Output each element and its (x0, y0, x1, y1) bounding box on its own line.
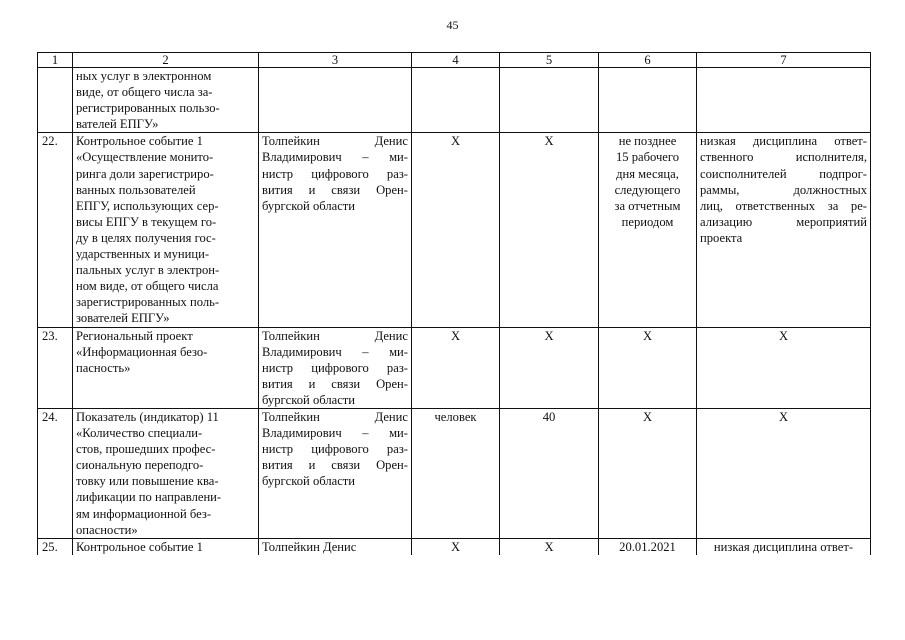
deadline-cell (599, 133, 697, 327)
risk-cell (697, 68, 871, 133)
item-name-cell (73, 133, 259, 327)
responsible-line: Толпейкин Денис (262, 409, 408, 424)
table-row (38, 68, 871, 133)
responsible-cell (259, 133, 412, 327)
item-name-line: сиональную переподго- (76, 458, 204, 473)
risk-line: соисполнителей подпрог- (700, 166, 867, 181)
row-number-cell (38, 133, 73, 327)
responsible-line: нистр цифрового раз- (262, 442, 408, 457)
item-name-line: стов, прошедших профес- (76, 442, 216, 457)
column-number: 5 (500, 53, 599, 68)
risk-cell (697, 133, 871, 327)
document-table (37, 52, 871, 555)
item-name-line: виде, от общего числа за- (76, 85, 213, 100)
risk-cell (697, 408, 871, 538)
table-row (38, 538, 871, 555)
risk-line: проекта (700, 230, 743, 245)
row-number-cell (38, 408, 73, 538)
item-name-line: Региональный проект (76, 328, 193, 343)
deadline-cell (599, 538, 697, 555)
deadline-cell (599, 327, 697, 408)
unit-cell (412, 538, 500, 555)
item-name-line: ЕПГУ, использующих сер- (76, 198, 219, 213)
page-number: 45 (446, 18, 459, 32)
column-number: 6 (599, 53, 697, 68)
item-name-line: «Количество специали- (76, 426, 203, 441)
risk-cell (697, 538, 871, 555)
target-value: X (544, 328, 554, 343)
responsible-line: вития и связи Орен- (262, 376, 408, 391)
item-name-line: висы ЕПГУ в текущем го- (76, 214, 217, 229)
item-name-line: ных услуг в электронном (76, 69, 212, 83)
column-number: 3 (259, 53, 412, 68)
row-number: 25. (42, 539, 58, 554)
responsible-line: нистр цифрового раз- (262, 166, 408, 181)
row-number: 23. (42, 328, 58, 343)
responsible-line: Толпейкин Денис (262, 134, 408, 149)
item-name-line: лификации по направлени- (76, 490, 222, 505)
item-name-line: регистрированных пользо- (76, 101, 220, 116)
responsible-line: Толпейкин Денис (262, 328, 408, 343)
deadline-line: периодом (621, 214, 674, 229)
value-cell (500, 327, 599, 408)
target-value: 40 (542, 409, 556, 424)
item-name-cell (73, 68, 259, 133)
column-number: 7 (697, 53, 871, 68)
responsible-cell (259, 538, 412, 555)
item-name-line: ду в целях получения гос- (76, 230, 216, 245)
responsible-line: бургской области (262, 474, 356, 489)
unit-cell (412, 68, 500, 133)
responsible-cell (259, 408, 412, 538)
item-name-line: ринга доли зарегистриро- (76, 166, 214, 181)
item-name-line: товку или повышение ква- (76, 474, 219, 489)
responsible-line: вития и связи Орен- (262, 182, 408, 197)
responsible-line: бургской области (262, 198, 356, 213)
deadline-line: 15 рабочего (615, 150, 680, 165)
target-value: X (544, 539, 554, 554)
deadline-line: за отчетным (614, 198, 681, 213)
column-number: 4 (412, 53, 500, 68)
responsible-line: Владимирович – ми- (262, 426, 408, 441)
unit-cell (412, 133, 500, 327)
deadline-cell (599, 68, 697, 133)
value-cell (500, 68, 599, 133)
item-name-line: зарегистрированных поль- (76, 295, 220, 310)
responsible-line: Владимирович – ми- (262, 150, 408, 165)
item-name-line: ям информационной без- (76, 506, 212, 521)
row-number-cell (38, 538, 73, 555)
unit-value: X (450, 328, 461, 343)
item-name-line: Контрольное событие 1 (76, 134, 203, 149)
row-number-cell (38, 68, 73, 133)
risk-line: ализацию мероприятий (700, 214, 867, 229)
item-name-line: пасность» (76, 360, 131, 375)
responsible-line: Владимирович – ми- (262, 344, 408, 359)
responsible-line: бургской области (262, 392, 356, 407)
deadline-line: дня месяца, (616, 166, 679, 181)
item-name-line: ном виде, от общего числа (76, 279, 219, 294)
row-number: 22. (42, 134, 58, 149)
risk-line: раммы, должностных (700, 182, 867, 197)
item-name-cell (73, 408, 259, 538)
risk-line: низкая дисциплина ответ- (713, 539, 854, 554)
table-body (38, 68, 871, 555)
item-name-line: Контрольное событие 1 (76, 539, 203, 554)
deadline-line: 20.01.2021 (619, 539, 676, 554)
deadline-line: X (642, 328, 653, 343)
risk-line: X (778, 409, 789, 424)
unit-value: X (450, 134, 461, 149)
table-row (38, 327, 871, 408)
item-name-line: Показатель (индикатор) 11 (76, 409, 219, 424)
target-value: X (544, 134, 554, 149)
item-name-line: зователей ЕПГУ» (76, 311, 170, 326)
deadline-line: X (642, 409, 653, 424)
responsible-cell (259, 68, 412, 133)
deadline-line: следующего (614, 182, 681, 197)
unit-cell (412, 327, 500, 408)
unit-cell (412, 408, 500, 538)
row-number: 24. (42, 409, 58, 424)
risk-line: лиц, ответственных за ре- (700, 198, 867, 213)
item-name-line: «Осуществление монито- (76, 150, 214, 165)
value-cell (500, 408, 599, 538)
unit-value: человек (434, 409, 477, 424)
item-name-line: ударственных и муници- (76, 247, 210, 262)
deadline-line: не позднее (618, 134, 677, 149)
risk-line: ственного исполнителя, (700, 150, 867, 165)
item-name-cell (73, 327, 259, 408)
item-name-line: вателей ЕПГУ» (76, 117, 159, 132)
item-name-line: ванных пользователей (76, 182, 196, 197)
responsible-cell (259, 327, 412, 408)
responsible-line: вития и связи Орен- (262, 458, 408, 473)
deadline-cell (599, 408, 697, 538)
value-cell (500, 133, 599, 327)
risk-line: низкая дисциплина ответ- (700, 134, 867, 149)
item-name-line: «Информационная безо- (76, 344, 208, 359)
responsible-line: Толпейкин Денис (262, 539, 357, 554)
table-row (38, 408, 871, 538)
risk-line: X (778, 328, 789, 343)
item-name-line: опасности» (76, 522, 138, 537)
risk-cell (697, 327, 871, 408)
unit-value: X (450, 539, 461, 554)
row-number-cell (38, 327, 73, 408)
column-number: 2 (73, 53, 259, 68)
table-row (38, 133, 871, 327)
item-name-line: пальных услуг в электрон- (76, 263, 220, 278)
value-cell (500, 538, 599, 555)
item-name-cell (73, 538, 259, 555)
responsible-line: нистр цифрового раз- (262, 360, 408, 375)
column-number-row (38, 53, 871, 68)
column-number: 1 (38, 53, 73, 68)
